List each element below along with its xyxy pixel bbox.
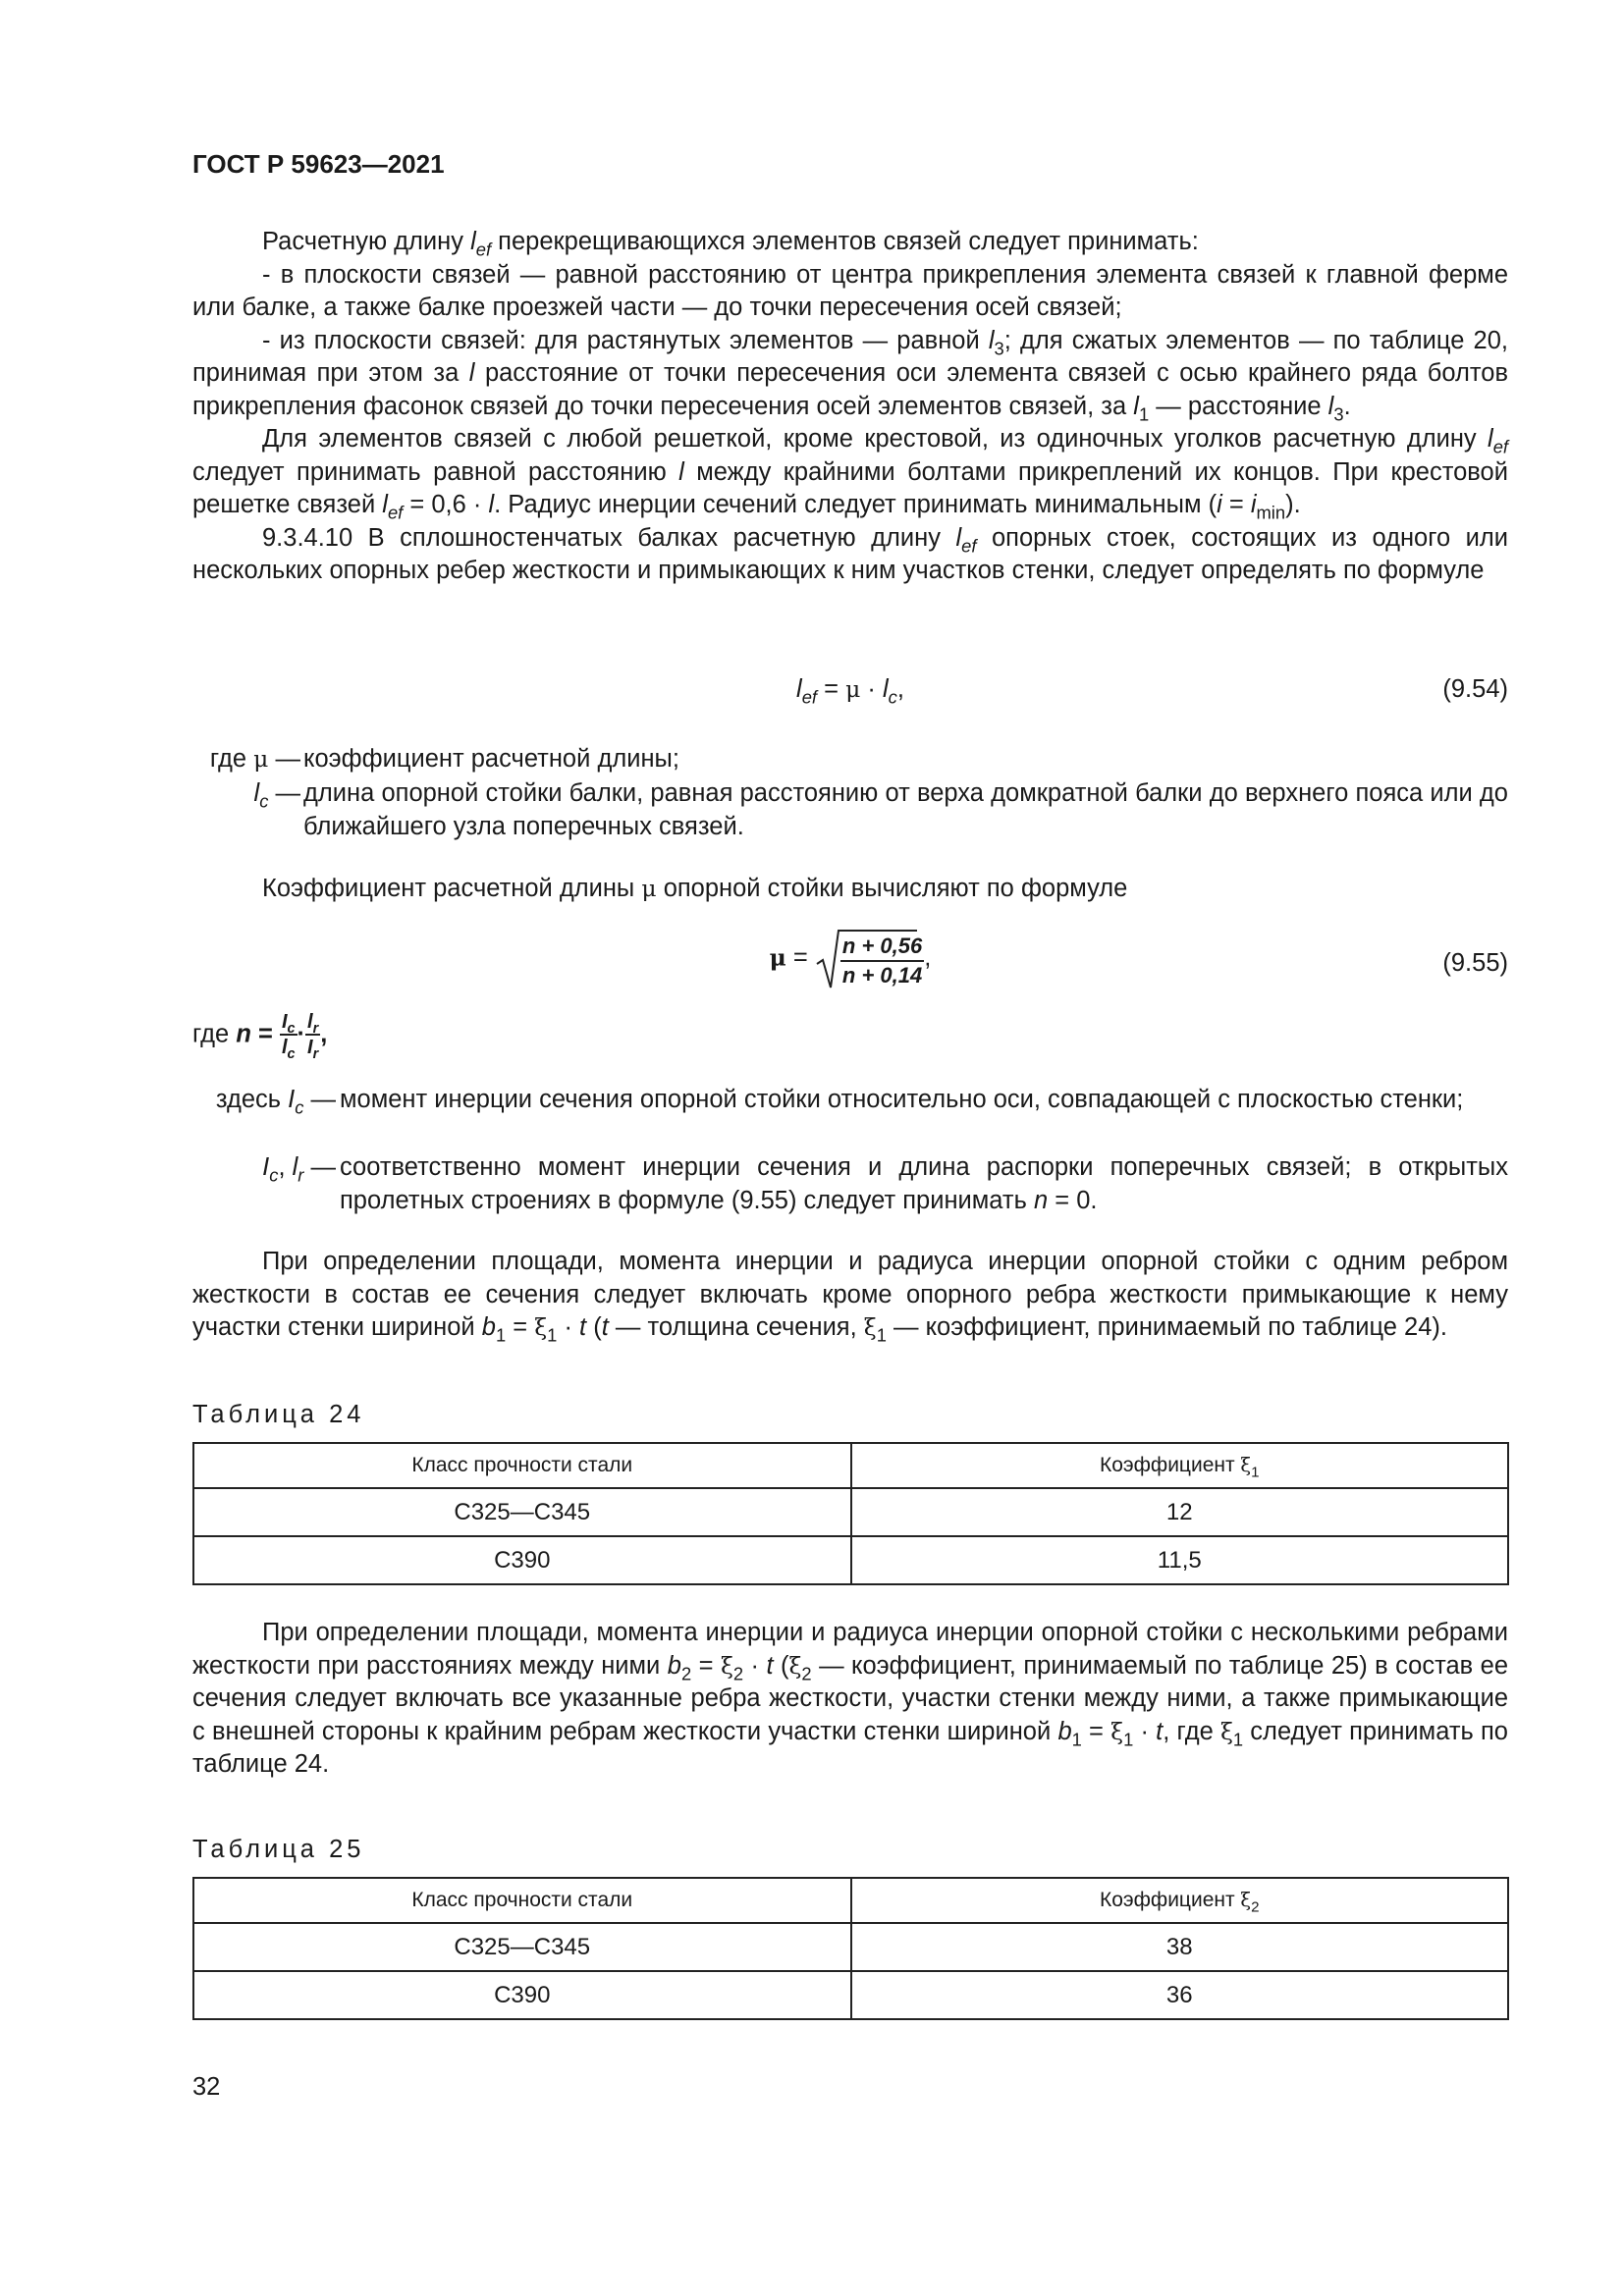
definition-text: длина опорной стойки балки, равная расстоянию от верха домкратной балки до верхнего пояса или до ближайшего узла поперечных связей. — [303, 779, 1508, 840]
table-cell: 12 — [851, 1488, 1509, 1536]
definition-term: $I_c$, $l_r$ — — [262, 1153, 336, 1186]
text-block-1 — [192, 226, 1508, 588]
column-header: Коэффициент $\xi_1$ — [851, 1443, 1509, 1488]
equation-body: μ = $\frac{n + 0,56}{n + 0,14}$ , — [192, 927, 1508, 989]
column-header: Класс прочности стали — [193, 1878, 851, 1923]
table-25-caption: Таблица 25 — [192, 1836, 365, 1863]
definition-term: где μ — — [209, 745, 300, 773]
paragraph: - в плоскости связей — равной расстоянию от центра прикрепления элемента связей к главной ферме или балке, а также балке проезжей части — до точки пересечения осей связей; — [192, 260, 1508, 321]
definition-row — [192, 777, 1508, 846]
definition-row — [192, 743, 1508, 778]
table-header-row — [193, 1443, 1508, 1488]
definition-text: момент инерции сечения опорной стойки относительно оси, совпадающей с плоскостью стенки; — [340, 1086, 1464, 1113]
table-cell: С390 — [193, 1971, 851, 2019]
definition-term: здесь $I_c$ — — [215, 1086, 336, 1118]
paragraph: При определении площади, момента инерции и радиуса инерции опорной стойки с одним ребром жесткости в состав ее сечения следует включать кроме опорного ребра жесткости примыкающие к нему участки стенки шириной $b_1 = \xi_1 \cdot t$ (t — толщина сечения, $\xi_1$ — коэффициент, принимаемый по таблице 24). — [192, 1248, 1508, 1346]
table-cell: 36 — [851, 1971, 1509, 2019]
column-header: Коэффициент $\xi_2$ — [851, 1878, 1509, 1923]
paragraph: - из плоскости связей: для растянутых элементов — равной $l_3$; для сжатых элементов — по таблице 20, принимая при этом за l расстояние от точки пересечения оси элемента связей с осью крайнего ряда болтов прикрепления фасонок связей до точки пересечения осей элементов связей, за $l_1$ — расстояние $l_3$. — [192, 326, 1509, 424]
definition-term: $l_c$ — — [253, 779, 300, 812]
fraction-numerator: n + 0,56 — [840, 933, 924, 962]
equation-9-54 — [192, 673, 1508, 713]
equation-body: $l_{ef} = \mu \cdot l_c$, — [796, 675, 904, 708]
table-row — [193, 1923, 1508, 1971]
table-cell: С325—С345 — [193, 1488, 851, 1536]
equation-number: (9.54) — [1442, 675, 1508, 703]
table-row — [193, 1971, 1508, 2019]
paragraph: Для элементов связей с любой решеткой, кроме крестовой, из одиночных уголков расчетную длину $l_{ef}$ следует принимать равной расстоянию l между крайними болтами прикреплений их концов. При крестовой решетке связей $l_{ef} = 0,6 \cdot l$. Радиус инерции сечений следует принимать минимальным $(i = i_{min})$. — [192, 425, 1508, 523]
equation-9-55 — [192, 927, 1508, 991]
table-header-row — [193, 1878, 1508, 1923]
table-24 — [192, 1442, 1509, 1585]
definition-text: соответственно момент инерции сечения и длина распорки поперечных связей; в открытых пролетных строениях в формуле (9.55) следует принимать n = 0. — [340, 1153, 1508, 1214]
definition-row — [192, 1084, 1508, 1152]
fraction-denominator: n + 0,14 — [841, 963, 923, 988]
document-header: ГОСТ Р 59623—2021 — [192, 149, 445, 179]
n-definition: где n = $\frac{I_c}{l_c}$ · $\frac{l_r}{I_r}$ , — [192, 1011, 328, 1063]
table-cell: С390 — [193, 1536, 851, 1584]
table-25 — [192, 1877, 1509, 2020]
paragraph: При определении площади, момента инерции и радиуса инерции опорной стойки с несколькими ребрами жесткости при расстояниях между ними $b_2 = \xi_2 \cdot t$ ($\xi_2$ — коэффициент, принимаемый по таблице 25) в состав ее сечения следует включать все указанные ребра жесткости, участки стенки между ними, а также примыкающие с внешней стороны к крайним ребрам жесткости участки стенки шириной $b_1 = \xi_1 \cdot t$, где $\xi_1$ следует принимать по таблице 24. — [192, 1619, 1509, 1778]
page-number: 32 — [192, 2073, 221, 2101]
table-cell: 11,5 — [851, 1536, 1509, 1584]
table-row — [193, 1536, 1508, 1584]
sqrt-symbol — [815, 927, 924, 989]
table-cell: С325—С345 — [193, 1923, 851, 1971]
column-header: Класс прочности стали — [193, 1443, 851, 1488]
paragraph: Коэффициент расчетной длины μ опорной стойки вычисляют по формуле — [262, 875, 1128, 902]
table-row — [193, 1488, 1508, 1536]
definition-text: коэффициент расчетной длины; — [303, 745, 679, 773]
definition-row — [192, 1151, 1508, 1220]
table-24-caption: Таблица 24 — [192, 1401, 365, 1428]
paragraph: Расчетную длину $l_{ef}$ перекрещивающихся элементов связей следует принимать: — [262, 228, 1199, 260]
paragraph: 9.3.4.10 В сплошностенчатых балках расчетную длину $l_{ef}$ опорных стоек, состоящих из одного или нескольких опорных ребер жесткости и примыкающих к ним участков стенки, следует определять по формуле — [192, 523, 1509, 584]
equation-number: (9.55) — [1442, 949, 1508, 977]
table-cell: 38 — [851, 1923, 1509, 1971]
